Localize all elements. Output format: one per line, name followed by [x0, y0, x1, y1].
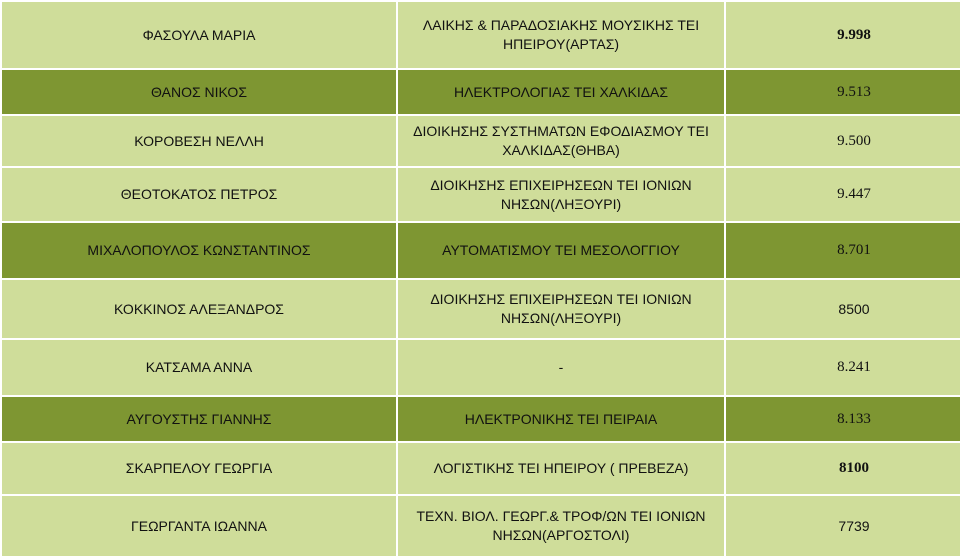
table-row: [1, 396, 960, 442]
name-cell: ΚΟΡΟΒΕΣΗ ΝΕΛΛΗ: [1, 115, 397, 167]
name-cell: ΚΑΤΣΑΜΑ ΑΝΝΑ: [1, 339, 397, 396]
name-cell: ΚΟΚΚΙΝΟΣ ΑΛΕΞΑΝΔΡΟΣ: [1, 279, 397, 339]
score-cell: 8.701: [725, 222, 960, 279]
department-cell: ΔΙΟΙΚΗΣΗΣ ΕΠΙΧΕΙΡΗΣΕΩΝ ΤΕΙ ΙΟΝΙΩΝ ΝΗΣΩΝ(ΛΗΞΟΥΡΙ): [397, 167, 725, 222]
department-cell: ΗΛΕΚΤΡΟΝΙΚΗΣ ΤΕΙ ΠΕΙΡΑΙΑ: [397, 396, 725, 442]
score-cell: 9.447: [725, 167, 960, 222]
score-cell: 8.133: [725, 396, 960, 442]
name-cell: ΑΥΓΟΥΣΤΗΣ ΓΙΑΝΝΗΣ: [1, 396, 397, 442]
table-row: [1, 222, 960, 279]
name-cell: ΦΑΣΟΥΛΑ ΜΑΡΙΑ: [1, 1, 397, 69]
department-cell: ΔΙΟΙΚΗΣΗΣ ΕΠΙΧΕΙΡΗΣΕΩΝ ΤΕΙ ΙΟΝΙΩΝ ΝΗΣΩΝ(ΛΗΞΟΥΡΙ): [397, 279, 725, 339]
score-cell: 8500: [725, 279, 960, 339]
department-cell: ΔΙΟΙΚΗΣΗΣ ΣΥΣΤΗΜΑΤΩΝ ΕΦΟΔΙΑΣΜΟΥ ΤΕΙ ΧΑΛΚΙΔΑΣ(ΘΗΒΑ): [397, 115, 725, 167]
table-row: [1, 1, 960, 69]
table-row: [1, 279, 960, 339]
department-cell: ΑΥΤΟΜΑΤΙΣΜΟΥ ΤΕΙ ΜΕΣΟΛΟΓΓΙΟΥ: [397, 222, 725, 279]
department-cell: -: [397, 339, 725, 396]
table-row: [1, 69, 960, 115]
table-row: [1, 115, 960, 167]
table-row: [1, 339, 960, 396]
name-cell: ΘΕΟΤΟΚΑΤΟΣ ΠΕΤΡΟΣ: [1, 167, 397, 222]
table-row: [1, 442, 960, 495]
name-cell: ΜΙΧΑΛΟΠΟΥΛΟΣ ΚΩΝΣΤΑΝΤΙΝΟΣ: [1, 222, 397, 279]
score-cell: 9.500: [725, 115, 960, 167]
score-cell: 8100: [725, 442, 960, 495]
department-cell: ΛΟΓΙΣΤΙΚΗΣ ΤΕΙ ΗΠΕΙΡΟΥ ( ΠΡΕΒΕΖΑ): [397, 442, 725, 495]
table-row: [1, 167, 960, 222]
department-cell: ΗΛΕΚΤΡΟΛΟΓΙΑΣ ΤΕΙ ΧΑΛΚΙΔΑΣ: [397, 69, 725, 115]
score-cell: 9.998: [725, 1, 960, 69]
name-cell: ΓΕΩΡΓΑΝΤΑ ΙΩΑΝΝΑ: [1, 495, 397, 557]
score-cell: 8.241: [725, 339, 960, 396]
department-cell: ΛΑΙΚΗΣ & ΠΑΡΑΔΟΣΙΑΚΗΣ ΜΟΥΣΙΚΗΣ ΤΕΙ ΗΠΕΙΡΟΥ(ΑΡΤΑΣ): [397, 1, 725, 69]
department-cell: ΤΕΧΝ. ΒΙΟΛ. ΓΕΩΡΓ.& ΤΡΟΦ/ΩΝ ΤΕΙ ΙΟΝΙΩΝ ΝΗΣΩΝ(ΑΡΓΟΣΤΟΛΙ): [397, 495, 725, 557]
score-cell: 7739: [725, 495, 960, 557]
table-row: [1, 495, 960, 557]
name-cell: ΘΑΝΟΣ ΝΙΚΟΣ: [1, 69, 397, 115]
name-cell: ΣΚΑΡΠΕΛΟΥ ΓΕΩΡΓΙΑ: [1, 442, 397, 495]
score-cell: 9.513: [725, 69, 960, 115]
